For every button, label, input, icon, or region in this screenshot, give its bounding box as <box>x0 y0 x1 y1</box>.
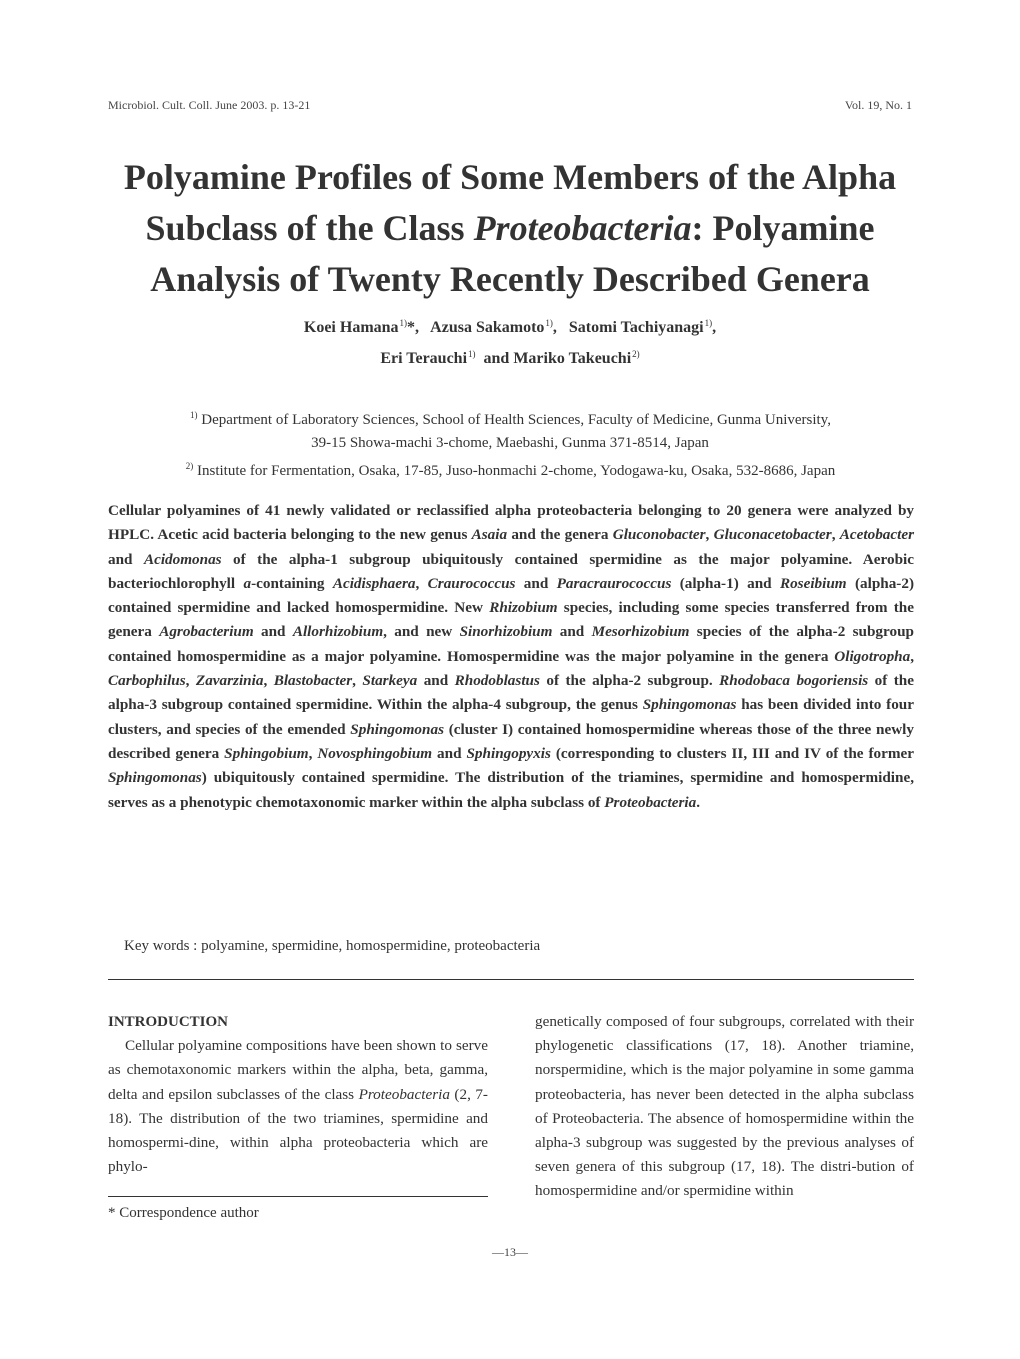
abstract-text: , <box>263 672 274 690</box>
affiliation-marker: 1) <box>468 349 476 359</box>
genus-name: Agrobacterium <box>159 623 254 641</box>
genus-name: Novosphingobium <box>317 744 433 762</box>
abstract-text: ) ubiquitously contained spermidine. The distribution of the triamines, spermidine and homospermidine, serves as a phenotypic chemotaxonomic marker within the alpha subclass of <box>108 769 914 811</box>
genus-name: Sphingobium <box>224 744 309 762</box>
affiliation-marker: 2) <box>632 349 640 359</box>
abstract-text: , <box>415 574 428 592</box>
abstract-text: , <box>831 526 840 544</box>
abstract-text: and the genera <box>507 526 613 544</box>
left-column <box>108 1010 488 1179</box>
abstract-text: , <box>705 526 714 544</box>
abstract-text: has been divided into four clusters, and species of the emended <box>108 696 914 738</box>
genus-name: Blastobacter <box>273 672 353 690</box>
affiliation-marker: 2) <box>185 461 194 471</box>
right-column <box>535 1010 914 1204</box>
author-line-2 <box>100 341 920 372</box>
affiliation-2 <box>100 455 920 483</box>
intro-text: (2, 7-18). The distribution of the two triamines, spermidine and homospermi-dine, within alpha proteobacteria which are phylo- <box>108 1085 488 1176</box>
section-heading-introduction: INTRODUCTION <box>108 1014 229 1030</box>
running-header-citation: Microbiol. Cult. Coll. June 2003. p. 13-21 <box>108 98 311 112</box>
author-name: Azusa Sakamoto <box>430 319 545 336</box>
title-text-end: : Polyamine Analysis of Twenty Recently Described Genera <box>150 208 875 299</box>
abstract-text: , <box>185 672 196 690</box>
abstract-text: of the alpha-3 subgroup contained spermidine. Within the alpha-4 subgroup, the genus <box>108 672 914 714</box>
affiliation-marker: 1) <box>399 318 408 328</box>
genus-name: Asaia <box>471 526 508 544</box>
abstract-text: (cluster I) contained homospermidine whereas those of the three newly described genera <box>108 720 914 762</box>
abstract-text: and <box>253 623 293 641</box>
genus-name: Sphingomonas <box>350 720 444 738</box>
footnote-divider <box>108 1196 488 1197</box>
abstract-text: (alpha-1) and <box>671 574 780 592</box>
abstract-text: of the alpha-2 subgroup. <box>539 672 720 690</box>
abstract-text: Cellular polyamines of 41 newly validated or reclassified alpha proteobacteria belonging to 20 genera were analyzed by HPLC. Acetic acid bacteria belonging to the new genus <box>108 502 914 544</box>
abstract-text: , <box>910 647 914 665</box>
author-name: Satomi Tachiyanagi <box>568 319 704 336</box>
abstract-text: species of the alpha-2 subgroup contained homospermidine as a major polyamine. Homospermidine was the major polyamine in the genera <box>108 623 914 665</box>
affiliation-marker: 1) <box>545 318 553 328</box>
affiliation-2-line: Institute for Fermentation, Osaka, 17-85, Juso-honmachi 2-chome, Yodogawa-ku, Osaka, 532-8686, Japan <box>197 463 836 479</box>
italic-letter: a <box>243 574 252 592</box>
author-name: and Mariko Takeuchi <box>483 350 632 367</box>
genus-name: Sinorhizobium <box>459 623 553 641</box>
footnote-correspondence: * Correspondence author <box>108 1205 259 1221</box>
author-name: Koei Hamana <box>303 319 399 336</box>
keywords: Key words : polyamine, spermidine, homospermidine, proteobacteria <box>124 938 541 954</box>
class-name: Proteobacteria <box>604 793 697 811</box>
genus-name: Acidomonas <box>143 550 222 568</box>
genus-name: Sphingopyxis <box>466 744 551 762</box>
affiliation-1 <box>100 404 920 432</box>
running-header-volume: Vol. 19, No. 1 <box>844 98 912 112</box>
affiliation-1-line-1: Department of Laboratory Sciences, School of Health Sciences, Faculty of Medicine, Gunma University, <box>201 412 831 428</box>
abstract-text: and <box>108 550 144 568</box>
abstract <box>108 499 914 815</box>
genus-name: Starkeya <box>362 672 418 690</box>
abstract-text: and <box>432 744 467 762</box>
genus-name: Mesorhizobium <box>591 623 690 641</box>
intro-paragraph <box>108 1034 488 1179</box>
author-line-1: Koei Hamana$^{1)}$*, Azusa Sakamoto$^{1)}$, Satomi Tachiyanagi$^{1)}$, <box>303 318 717 336</box>
abstract-text: . <box>696 793 701 811</box>
affiliation-marker: 1) <box>190 410 198 420</box>
abstract-text: , and new <box>383 623 460 641</box>
genus-name: Sphingomonas <box>108 769 202 787</box>
article-title <box>100 152 920 305</box>
genus-name: Zavarzinia <box>195 672 264 690</box>
genus-name: Allorhizobium <box>292 623 384 641</box>
genus-name: Roseibium <box>779 574 847 592</box>
species-name: Rhodobaca bogoriensis <box>719 672 869 690</box>
genus-name: Rhodoblastus <box>454 672 540 690</box>
genus-name: Paracraurococcus <box>556 574 672 592</box>
genus-name: Acidisphaera <box>332 574 416 592</box>
author-name: Eri Terauchi <box>380 350 468 367</box>
genus-name: Rhizobium <box>489 599 558 617</box>
abstract-text: , <box>308 744 318 762</box>
section-divider <box>108 979 914 980</box>
abstract-text: (corresponding to clusters II, III and IV of the former <box>550 744 914 762</box>
abstract-text: and <box>552 623 592 641</box>
genus-name: Gluconacetobacter <box>713 526 832 544</box>
author-list <box>100 310 920 372</box>
genus-name: Oligotropha <box>834 647 911 665</box>
corresponding-mark: *, <box>407 319 420 336</box>
abstract-text: (alpha-2) contained spermidine and lacked homospermidine. New <box>108 574 915 617</box>
page-number: —13— <box>492 1245 528 1259</box>
affiliation-1-address: 39-15 Showa-machi 3-chome, Maebashi, Gunma 371-8514, Japan <box>311 435 709 451</box>
abstract-text: species, including some species transferred from the genera <box>108 599 914 641</box>
genus-name: Sphingomonas <box>642 696 737 714</box>
genus-name: Carbophilus <box>108 672 186 690</box>
intro-text: Cellular polyamine compositions have been shown to serve as chemotaxonomic markers within the alpha, beta, gamma, delta and epsilon subclasses of the class <box>108 1037 488 1103</box>
affiliations <box>100 404 920 483</box>
title-text: Polyamine Profiles of Some Members of the Alpha Subclass of the Class <box>123 157 897 248</box>
title-italic-text: Proteobacteria <box>473 208 692 248</box>
genus-name: Gluconobacter <box>612 526 706 544</box>
abstract-text: , <box>352 672 363 690</box>
affiliation-marker: 1) <box>704 318 713 328</box>
abstract-text: and <box>515 574 557 592</box>
abstract-text: of the alpha-1 subgroup ubiquitously contained spermidine as the major polyamine. Aerobic bacteriochlorophyll <box>108 550 914 592</box>
class-name: Proteobacteria <box>358 1085 450 1103</box>
abstract-text: and <box>417 672 455 690</box>
intro-paragraph-continued: genetically composed of four subgroups, correlated with their phylogenetic classifications (17, 18). Another triamine, norspermidine, which is the major polyamine in some gamma proteobacteria, has never been detected in the alpha subclass of Proteobacteria. The absence of homospermidine within the alpha-3 subgroup was suggested by the previous analyses of seven genera of this subgroup (17, 18). The distri-bution of homospermidine and/or spermidine within <box>535 1013 914 1200</box>
abstract-text: -containing <box>251 574 333 592</box>
genus-name: Craurococcus <box>427 574 516 592</box>
genus-name: Acetobacter <box>839 526 915 544</box>
